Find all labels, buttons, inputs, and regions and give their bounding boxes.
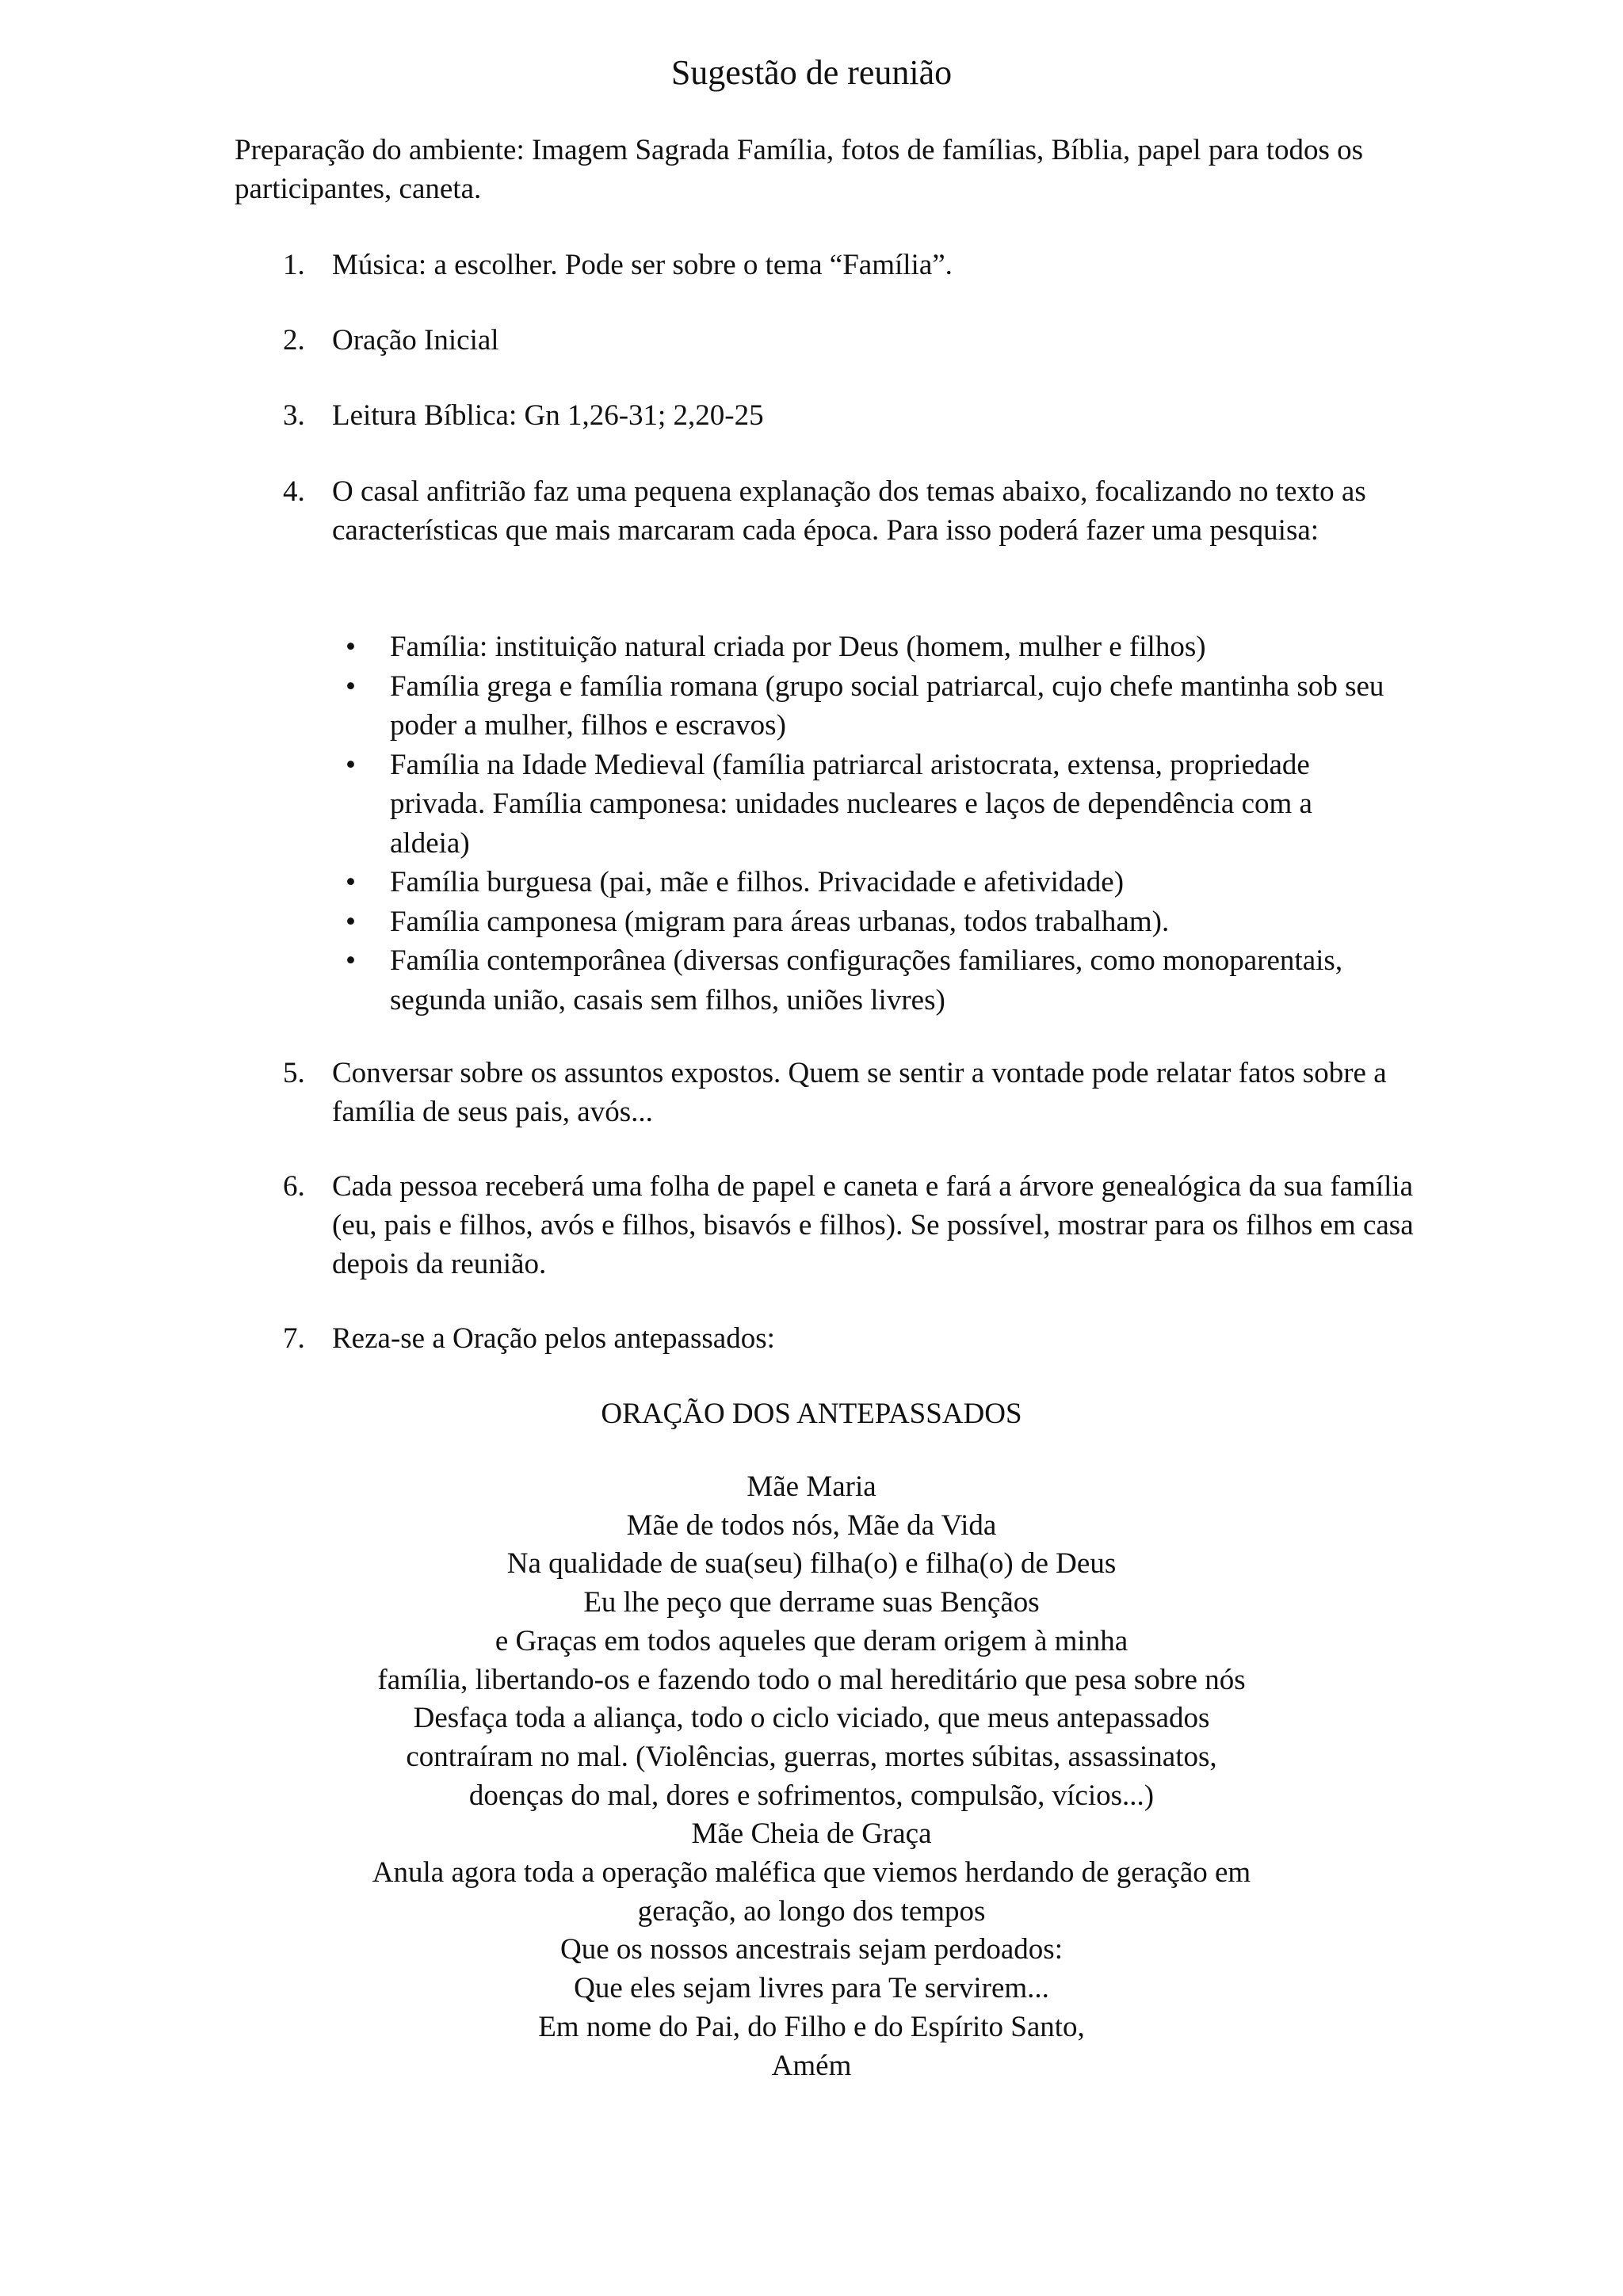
prayer-line: Em nome do Pai, do Filho e do Espírito Santo,	[538, 2010, 1085, 2043]
step-5	[283, 1054, 1424, 1131]
prayer-line: Mãe de todos nós, Mãe da Vida	[626, 1508, 997, 1542]
list-item	[334, 667, 1388, 746]
prayer-line: família, libertando-os e fazendo todo o mal hereditário que pesa sobre nós	[377, 1663, 1246, 1696]
list-item	[334, 941, 1388, 1020]
step-text: O casal anfitrião faz uma pequena explanação dos temas abaixo, focalizando no texto as características que mais marcaram cada época. Para isso poderá fazer uma pesquisa:	[332, 475, 1366, 547]
step-4	[283, 472, 1424, 550]
prayer-line: Mãe Maria	[747, 1470, 876, 1503]
page-title: Sugestão de reunião	[670, 53, 953, 92]
family-topics-list	[334, 627, 1388, 1020]
preparation-paragraph: Preparação do ambiente: Imagem Sagrada Família, fotos de famílias, Bíblia, papel para todos os participantes, caneta.	[235, 134, 1364, 205]
prayer-line: Desfaça toda a aliança, todo o ciclo viciado, que meus antepassados	[413, 1702, 1210, 1735]
step-1	[283, 246, 1424, 284]
step-number: 4.	[283, 475, 305, 508]
list-item-text: Família contemporânea (diversas configurações familiares, como monoparentais, segunda união, casais sem filhos, uniões livres)	[390, 944, 1343, 1016]
step-text: Reza-se a Oração pelos antepassados:	[332, 1322, 775, 1355]
prayer-line: Eu lhe peço que derrame suas Bençãos	[583, 1586, 1040, 1619]
step-text: Cada pessoa receberá uma folha de papel e caneta e fará a árvore genealógica da sua família (eu, pais e filhos, avós e filhos, bisavós e filhos). Se possível, mostrar para os filhos em casa depois da reunião.	[332, 1170, 1414, 1280]
list-item	[334, 627, 1388, 667]
bullet-icon: •	[346, 748, 356, 781]
prayer-text	[98, 1468, 1525, 2085]
prayer-line: contraíram no mal. (Violências, guerras, mortes súbitas, assassinatos,	[406, 1740, 1217, 1773]
prayer-line: Amém	[771, 2049, 852, 2082]
prayer-line: Que os nossos ancestrais sejam perdoados:	[559, 1933, 1063, 1966]
prayer-line: e Graças em todos aqueles que deram origem à minha	[495, 1624, 1128, 1657]
step-text: Leitura Bíblica: Gn 1,26-31; 2,20-25	[332, 399, 764, 432]
bullet-icon: •	[346, 944, 356, 977]
step-number: 1.	[283, 249, 305, 281]
bullet-icon: •	[346, 866, 356, 898]
step-text: Conversar sobre os assuntos expostos. Quem se sentir a vontade pode relatar fatos sobre a família de seus pais, avós...	[332, 1057, 1387, 1128]
list-item	[334, 863, 1388, 902]
step-number: 2.	[283, 324, 305, 357]
step-number: 7.	[283, 1322, 305, 1355]
list-item-text: Família grega e família romana (grupo social patriarcal, cujo chefe mantinha sob seu poder a mulher, filhos e escravos)	[390, 669, 1384, 742]
step-number: 6.	[283, 1170, 305, 1203]
step-2	[283, 321, 1424, 360]
list-item-text: Família: instituição natural criada por Deus (homem, mulher e filhos)	[390, 631, 1206, 663]
step-6	[283, 1167, 1424, 1283]
bullet-icon: •	[346, 905, 356, 938]
prayer-line: Anula agora toda a operação maléfica que viemos herdando de geração em	[372, 1856, 1251, 1890]
bullet-icon: •	[346, 631, 356, 663]
step-3	[283, 396, 1424, 435]
list-item-text: Família burguesa (pai, mãe e filhos. Privacidade e afetividade)	[390, 866, 1125, 898]
prayer-line: Na qualidade de sua(seu) filha(o) e filha(o) de Deus	[506, 1547, 1117, 1581]
step-number: 3.	[283, 399, 305, 432]
step-7	[283, 1319, 1424, 1358]
prayer-line: Mãe Cheia de Graça	[691, 1817, 932, 1851]
list-item	[334, 746, 1388, 864]
step-number: 5.	[283, 1057, 305, 1089]
prayer-line: doenças do mal, dores e sofrimentos, compulsão, vícios...)	[468, 1779, 1155, 1812]
step-text: Música: a escolher. Pode ser sobre o tema “Família”.	[332, 249, 953, 281]
prayer-line: Que eles sejam livres para Te servirem...	[574, 1972, 1049, 2005]
step-text: Oração Inicial	[332, 324, 499, 357]
list-item-text: Família camponesa (migram para áreas urbanas, todos trabalham).	[390, 905, 1170, 938]
list-item	[334, 902, 1388, 942]
prayer-line: geração, ao longo dos tempos	[637, 1894, 986, 1928]
list-item-text: Família na Idade Medieval (família patriarcal aristocrata, extensa, propriedade privada. Família camponesa: unidades nucleares e laços de dependência com a aldeia)	[390, 748, 1312, 860]
bullet-icon: •	[346, 669, 356, 703]
prayer-title: ORAÇÃO DOS ANTEPASSADOS	[601, 1398, 1022, 1430]
